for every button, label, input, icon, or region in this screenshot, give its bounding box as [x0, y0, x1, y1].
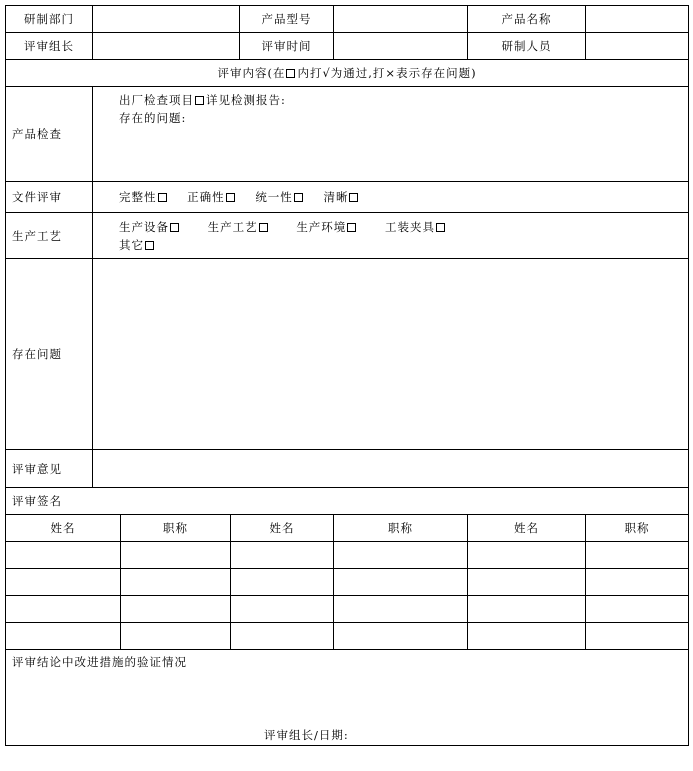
sig-cell[interactable] — [6, 623, 121, 650]
test-report-text: 详见检测报告: — [206, 93, 286, 107]
sig-cell[interactable] — [6, 542, 121, 569]
leader-value[interactable] — [93, 33, 240, 60]
review-form — [5, 5, 688, 746]
leader-label: 评审组长 — [6, 33, 93, 60]
sig-cell[interactable] — [231, 623, 334, 650]
doc-item-correctness[interactable] — [187, 190, 237, 204]
model-label: 产品型号 — [240, 6, 334, 33]
checkbox-icon[interactable] — [349, 193, 358, 202]
sig-cell[interactable] — [231, 596, 334, 623]
staff-value[interactable] — [586, 33, 689, 60]
opinion-value[interactable] — [93, 450, 689, 488]
doc-item-consistency[interactable] — [255, 190, 305, 204]
process-item-label: 工装夹具 — [384, 219, 435, 234]
review-time-label: 评审时间 — [240, 33, 334, 60]
checkbox-icon[interactable] — [226, 193, 235, 202]
staff-label: 研制人员 — [468, 33, 586, 60]
process-item-label: 生产环境 — [296, 219, 347, 234]
sig-col-title-3: 职称 — [586, 515, 689, 542]
conclusion-cell[interactable] — [6, 650, 689, 746]
process-item-technique[interactable] — [208, 220, 270, 234]
process-item-label: 生产设备 — [119, 219, 169, 234]
product-check-line-1 — [119, 91, 688, 109]
product-name-value[interactable] — [586, 6, 689, 33]
doc-item-label: 正确性 — [187, 190, 225, 204]
signature-label: 评审签名 — [6, 488, 689, 515]
checkbox-icon[interactable] — [294, 193, 303, 202]
process-item-label: 生产工艺 — [207, 219, 258, 234]
doc-review-items — [93, 182, 689, 213]
sig-cell[interactable] — [468, 569, 586, 596]
leader-date-label: 评审组长/日期: — [264, 728, 349, 742]
doc-item-label: 完整性 — [119, 190, 157, 204]
checkbox-icon[interactable] — [347, 223, 356, 232]
checkbox-icon[interactable] — [158, 193, 167, 202]
sig-cell[interactable] — [121, 542, 231, 569]
issues-label: 存在问题 — [6, 259, 93, 450]
checkbox-icon[interactable] — [145, 241, 154, 250]
product-check-content — [93, 87, 689, 182]
sig-cell[interactable] — [586, 596, 689, 623]
factory-inspection-text: 出厂检查项目 — [119, 93, 194, 107]
dept-label: 研制部门 — [6, 6, 93, 33]
sig-cell[interactable] — [586, 569, 689, 596]
process-label: 生产工艺 — [6, 213, 93, 259]
process-item-other[interactable] — [119, 238, 156, 252]
signature-row — [6, 596, 689, 623]
sig-col-title-1: 职称 — [121, 515, 231, 542]
sig-cell[interactable] — [334, 542, 468, 569]
doc-item-completeness[interactable] — [119, 190, 169, 204]
checkbox-icon — [286, 69, 295, 78]
conclusion-title: 评审结论中改进措施的验证情况 — [12, 655, 187, 669]
review-content-row — [6, 60, 689, 87]
sig-cell[interactable] — [121, 569, 231, 596]
dept-value[interactable] — [93, 6, 240, 33]
doc-review-label: 文件评审 — [6, 182, 93, 213]
product-check-label: 产品检查 — [6, 87, 93, 182]
conclusion-row — [6, 650, 689, 746]
sig-cell[interactable] — [468, 542, 586, 569]
sig-cell[interactable] — [121, 596, 231, 623]
sig-cell[interactable] — [231, 569, 334, 596]
review-table — [5, 5, 689, 746]
sig-cell[interactable] — [586, 542, 689, 569]
signature-header-row — [6, 515, 689, 542]
review-content-title — [6, 60, 689, 87]
sig-cell[interactable] — [334, 569, 468, 596]
sig-cell[interactable] — [586, 623, 689, 650]
checkbox-icon[interactable] — [436, 223, 445, 232]
doc-item-label: 统一性 — [255, 190, 293, 204]
sig-cell[interactable] — [468, 623, 586, 650]
issues-value[interactable] — [93, 259, 689, 450]
review-content-suffix: 内打√为通过,打×表示存在问题) — [297, 66, 477, 80]
header-row-1 — [6, 6, 689, 33]
process-item-environment[interactable] — [296, 220, 358, 234]
model-value[interactable] — [334, 6, 468, 33]
product-name-label: 产品名称 — [468, 6, 586, 33]
review-content-prefix: 评审内容(在 — [217, 66, 286, 80]
sig-col-name-3: 姓名 — [468, 515, 586, 542]
process-row — [6, 213, 689, 259]
signature-row — [6, 623, 689, 650]
sig-col-name-1: 姓名 — [6, 515, 121, 542]
signature-row — [6, 542, 689, 569]
issues-row — [6, 259, 689, 450]
doc-item-clarity[interactable] — [323, 190, 360, 204]
sig-cell[interactable] — [231, 542, 334, 569]
process-item-equipment[interactable] — [119, 220, 181, 234]
sig-cell[interactable] — [6, 569, 121, 596]
header-row-2 — [6, 33, 689, 60]
signature-row — [6, 569, 689, 596]
sig-cell[interactable] — [6, 596, 121, 623]
opinion-row — [6, 450, 689, 488]
process-item-label: 其它 — [119, 237, 144, 252]
sig-col-title-2: 职称 — [334, 515, 468, 542]
sig-cell[interactable] — [334, 596, 468, 623]
checkbox-icon[interactable] — [259, 223, 268, 232]
sig-cell[interactable] — [334, 623, 468, 650]
factory-inspection-checkbox[interactable] — [195, 96, 204, 105]
opinion-label: 评审意见 — [6, 450, 93, 488]
product-check-line-2: 存在的问题: — [119, 111, 187, 125]
review-time-value[interactable] — [334, 33, 468, 60]
process-items — [93, 213, 689, 259]
signature-title-row — [6, 488, 689, 515]
process-item-fixtures[interactable] — [385, 220, 447, 234]
checkbox-icon[interactable] — [170, 223, 179, 232]
sig-col-name-2: 姓名 — [231, 515, 334, 542]
doc-item-label: 清晰 — [323, 190, 349, 204]
product-check-row — [6, 87, 689, 182]
doc-review-row — [6, 182, 689, 213]
sig-cell[interactable] — [121, 623, 231, 650]
sig-cell[interactable] — [468, 596, 586, 623]
